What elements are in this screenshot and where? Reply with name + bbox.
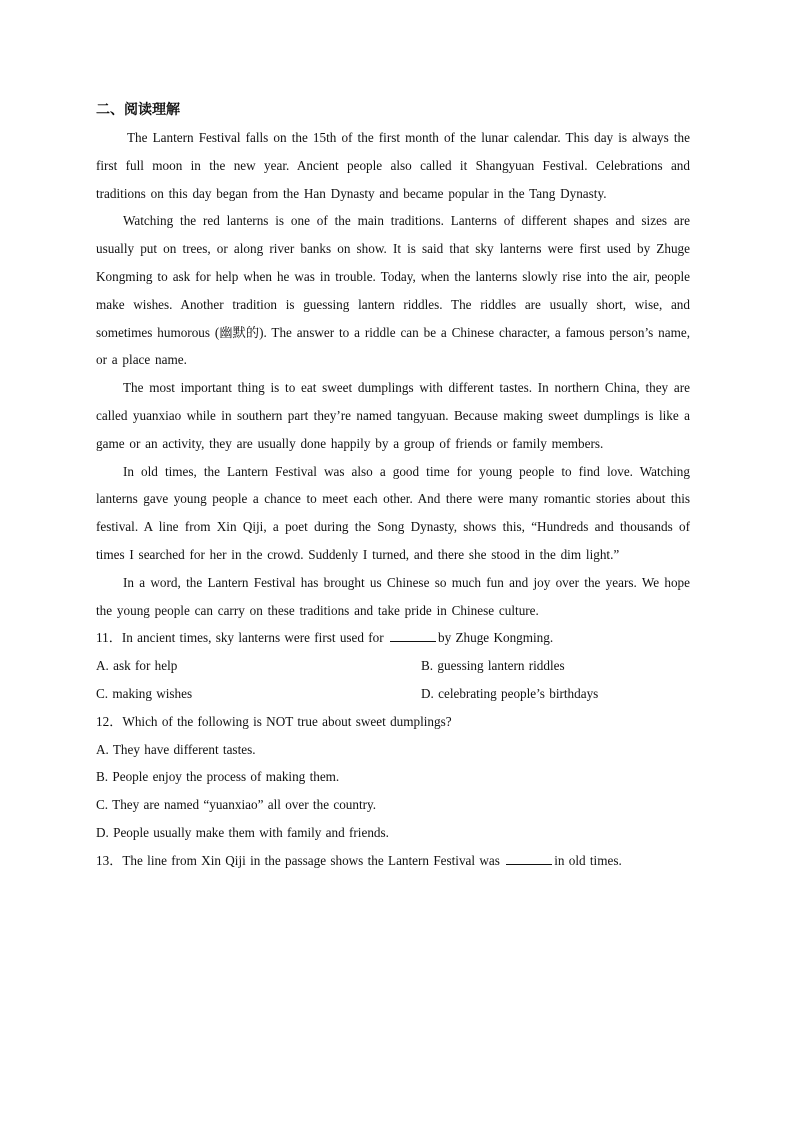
question-13-stem: [96, 847, 690, 875]
option-a: A. ask for help: [96, 658, 178, 674]
question-number: 11．: [96, 630, 122, 646]
question-number: 13．: [96, 852, 123, 868]
question-text-tail: by Zhuge Kongming.: [437, 630, 554, 646]
option-d: D. celebrating people’s birthdays: [421, 685, 599, 701]
passage-paragraph-5: In a word, the Lantern Festival has brought us Chinese so much fun and joy over the years. We hope the young people can carry on these traditions and take pride in Chinese culture.: [96, 574, 690, 618]
passage-paragraph-4: In old times, the Lantern Festival was also a good time for young people to find love. Watching lanterns gave young people a chance to meet each other. And there were many romantic stories about this festival. A line from Xin Qiji, a poet during the Song Dynasty, shows this, “Hundreds and thousands of times I searched for her in the crowd. Suddenly I turned, and there she stood in the dim light.”: [96, 463, 690, 562]
question-text-tail: in old times.: [554, 852, 622, 868]
passage-paragraph-2: Watching the red lanterns is one of the main traditions. Lanterns of different shapes and sizes are usually put on trees, or along river banks on show. It is said that sky lanterns were first used by Zhuge Kongming to ask for help when he was in trouble. Today, when the lanterns slowly rise into the air, people make wishes. Another tradition is guessing lantern riddles. The riddles are usually short, wise, and sometimes humorous (幽默的). The answer to a riddle can be a Chinese character, a famous person’s name, or a place name.: [96, 213, 690, 368]
question-11-options: [96, 652, 690, 708]
question-11-stem: [96, 624, 690, 652]
option-a: A. They have different tastes.: [96, 741, 256, 757]
passage-paragraph-1: The Lantern Festival falls on the 15th of the first month of the lunar calendar. This day is always the first full moon in the new year. Ancient people also called it Shangyuan Festival. Celebrations and traditions on this day began from the Han Dynasty and became popular in the Tang Dynasty.: [96, 130, 690, 201]
question-text: Which of the following is NOT true about sweet dumplings?: [122, 713, 452, 729]
option-c: C. making wishes: [96, 685, 193, 701]
answer-blank: [506, 850, 552, 865]
question-12-stem: [96, 708, 690, 736]
question-text: In ancient times, sky lanterns were first used for: [121, 630, 388, 646]
question-number: 12．: [96, 713, 123, 729]
answer-blank: [390, 627, 436, 642]
option-b: B. People enjoy the process of making them.: [96, 769, 340, 785]
question-12: [96, 708, 690, 847]
question-text: The line from Xin Qiji in the passage shows the Lantern Festival was: [122, 852, 505, 868]
worksheet-page: [96, 96, 690, 875]
question-13: [96, 847, 690, 875]
passage-paragraph-3: The most important thing is to eat sweet dumplings with different tastes. In northern China, they are called yuanxiao while in southern part they’re named tangyuan. Because making sweet dumplings is like a game or an activity, they are usually done happily by a group of friends or family members.: [96, 380, 690, 451]
option-b: B. guessing lantern riddles: [421, 658, 565, 674]
question-11: [96, 624, 690, 707]
reading-passage: [96, 124, 690, 624]
option-d: D. People usually make them with family and friends.: [96, 824, 389, 840]
section-title: 二、阅读理解: [96, 102, 180, 118]
option-c: C. They are named “yuanxiao” all over the country.: [96, 797, 377, 813]
question-12-options: [96, 736, 690, 847]
